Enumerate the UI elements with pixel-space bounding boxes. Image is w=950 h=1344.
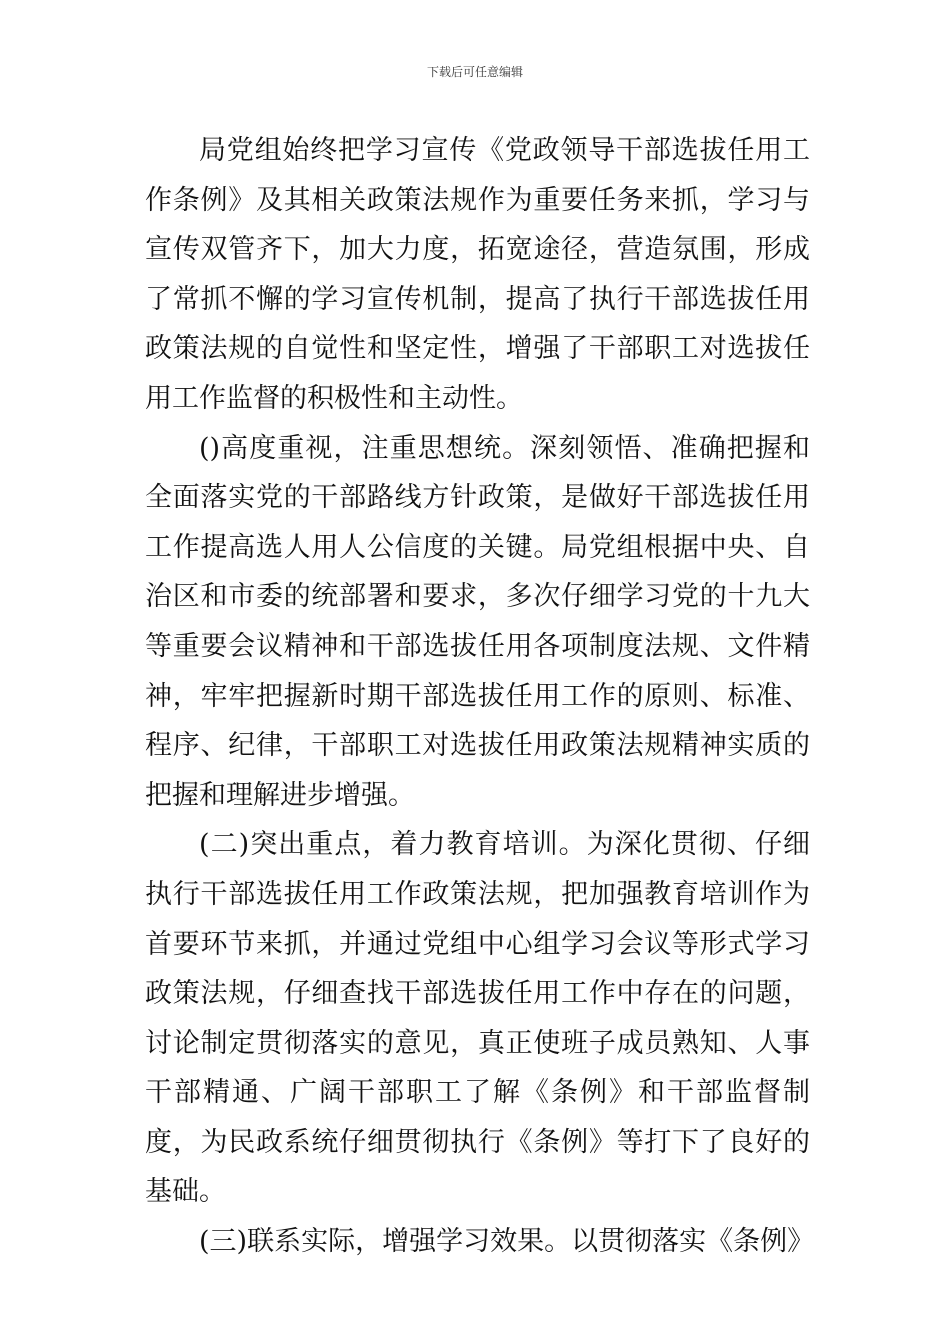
paragraph-section-3: (三)联系实际，增强学习效果。以贯彻落实《条例》 (199, 1226, 815, 1258)
paragraph-section-2: (二)突出重点，着力教育培训。为深化贯彻、仔细执行干部选拔任用工作政策法规，把加强教育培训作为首要环节来抓，并通过党组中心组学习会议等形式学习政策法规，仔细查找干部选拔任用工作中存在的问题，讨论制定贯彻落实的意见，真正使班子成员熟知、人事干部精通、广阔干部职工了解《条例》和干部监督制度，为民政系统仔细贯彻执行《条例》等打下了良好的基础。 (145, 829, 810, 1208)
document-body (145, 126, 815, 1267)
paragraph-intro: 局党组始终把学习宣传《党政领导干部选拔任用工作条例》及其相关政策法规作为重要任务来抓，学习与宣传双管齐下，加大力度，拓宽途径，营造氛围，形成了常抓不懈的学习宣传机制，提高了执行干部选拔任用政策法规的自觉性和坚定性，增强了干部职工对选拔任用工作监督的积极性和主动性。 (145, 135, 810, 414)
paragraph-section-1: ()高度重视，注重思想统。深刻领悟、准确把握和全面落实党的干部路线方针政策，是做好干部选拔任用工作提高选人用人公信度的关键。局党组根据中央、自治区和市委的统部署和要求，多次仔细学习党的十九大等重要会议精神和干部选拔任用各项制度法规、文件精神，牢牢把握新时期干部选拔任用工作的原则、标准、程序、纪律，干部职工对选拔任用政策法规精神实质的把握和理解进步增强。 (145, 432, 810, 811)
page-header-note: 下载后可任意编辑 (426, 65, 523, 79)
